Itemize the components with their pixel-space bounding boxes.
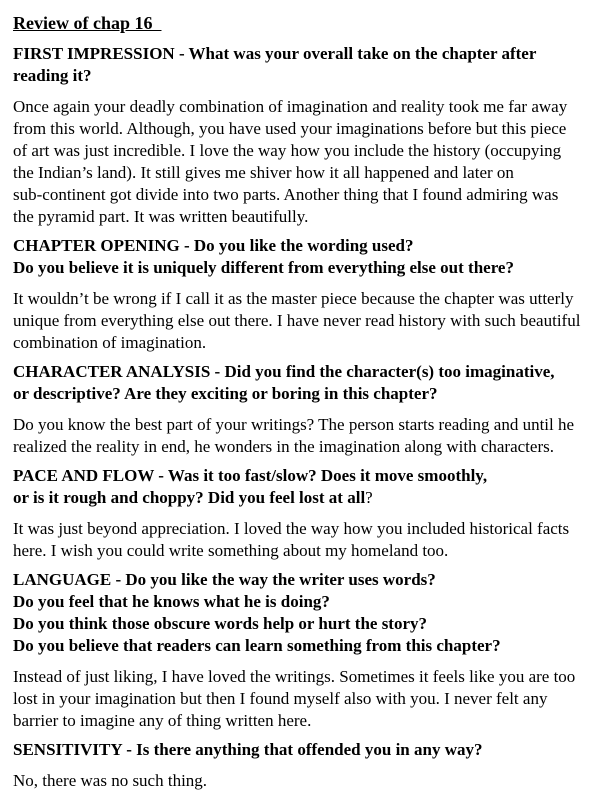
answer-line: sub-continent got divide into two parts. Another thing that I found admiring was bbox=[13, 185, 559, 204]
answer-line: combination of imagination. bbox=[13, 333, 207, 352]
question-line: Do you believe it is uniquely different from everything else out there? bbox=[13, 258, 514, 277]
question-line: CHAPTER OPENING - Do you like the wording used? bbox=[13, 236, 414, 255]
question-line-with-tail bbox=[13, 487, 592, 509]
question-line: FIRST IMPRESSION - What was your overall take on the chapter after bbox=[13, 44, 537, 63]
answer-line: lost in your imagination but then I found myself also with you. I never felt any bbox=[13, 689, 548, 708]
document-title: Review of chap 16 bbox=[13, 13, 162, 33]
answer-chapter-opening bbox=[13, 288, 592, 354]
answer-line: the Indian’s land). It still gives me shiver how it all happened and later on bbox=[13, 163, 514, 182]
question-line: CHARACTER ANALYSIS - Did you find the character(s) too imaginative, bbox=[13, 362, 555, 381]
answer-line: Once again your deadly combination of imagination and reality took me far away bbox=[13, 97, 568, 116]
question-line: LANGUAGE - Do you like the way the writer uses words? bbox=[13, 570, 436, 589]
answer-language bbox=[13, 666, 592, 732]
question-language bbox=[13, 569, 592, 657]
question-line: or descriptive? Are they exciting or boring in this chapter? bbox=[13, 384, 438, 403]
question-line: SENSITIVITY - Is there anything that offended you in any way? bbox=[13, 740, 483, 759]
answer-line: from this world. Although, you have used your imaginations before but this piece bbox=[13, 119, 567, 138]
answer-first-impression bbox=[13, 96, 592, 228]
answer-line: No, there was no such thing. bbox=[13, 771, 208, 790]
answer-line: here. I wish you could write something about my homeland too. bbox=[13, 541, 449, 560]
answer-line: unique from everything else out there. I have never read history with such beautiful bbox=[13, 311, 581, 330]
answer-line: It wouldn’t be wrong if I call it as the master piece because the chapter was utterly bbox=[13, 289, 574, 308]
question-line: PACE AND FLOW - Was it too fast/slow? Does it move smoothly, bbox=[13, 466, 488, 485]
section-pace-and-flow bbox=[13, 465, 592, 562]
question-line: Do you think those obscure words help or hurt the story? bbox=[13, 614, 428, 633]
question-line: reading it? bbox=[13, 66, 92, 85]
answer-line: realized the reality in end, he wonders in the imagination along with characters. bbox=[13, 437, 554, 456]
answer-line: It was just beyond appreciation. I loved the way how you included historical facts bbox=[13, 519, 570, 538]
section-chapter-opening bbox=[13, 235, 592, 354]
question-line: Do you feel that he knows what he is doing? bbox=[13, 592, 330, 611]
answer-pace-and-flow bbox=[13, 518, 592, 562]
question-chapter-opening bbox=[13, 235, 592, 279]
section-language bbox=[13, 569, 592, 732]
question-tail: ? bbox=[365, 488, 373, 507]
answer-character-analysis bbox=[13, 414, 592, 458]
answer-line: the pyramid part. It was written beautifully. bbox=[13, 207, 309, 226]
answer-line: Instead of just liking, I have loved the writings. Sometimes it feels like you are too bbox=[13, 667, 576, 686]
answer-sensitivity bbox=[13, 770, 592, 792]
question-first-impression bbox=[13, 43, 592, 87]
question-character-analysis bbox=[13, 361, 592, 405]
question-line: Do you believe that readers can learn something from this chapter? bbox=[13, 636, 501, 655]
section-first-impression bbox=[13, 43, 592, 228]
answer-line: Do you know the best part of your writings? The person starts reading and until he bbox=[13, 415, 575, 434]
answer-line: of art was just incredible. I love the way how you include the history (occupying bbox=[13, 141, 562, 160]
question-sensitivity bbox=[13, 739, 592, 761]
question-pace-and-flow bbox=[13, 465, 592, 509]
section-sensitivity bbox=[13, 739, 592, 792]
answer-line: barrier to imagine any of thing written here. bbox=[13, 711, 312, 730]
section-character-analysis bbox=[13, 361, 592, 458]
question-line: or is it rough and choppy? Did you feel lost at all bbox=[13, 488, 366, 507]
